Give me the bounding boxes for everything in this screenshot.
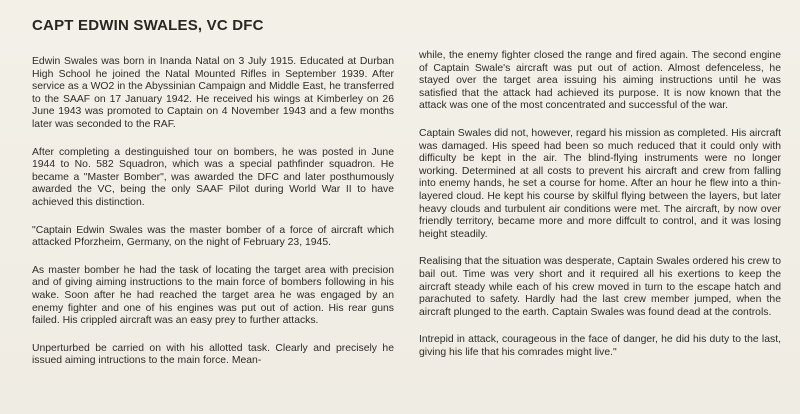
column-gutter	[397, 52, 398, 402]
left-column	[32, 56, 394, 383]
paragraph: Edwin Swales was born in Inanda Natal on 3 July 1915. Educated at Durban High School he joined the Natal Mounted Rifles in September 1939. After service as a WO2 in the Abyssinian Campaign and Middle East, he transferred to the SAAF on 17 January 1942. He received his wings at Kimberley on 26 June 1943 was promoted to Captain on 4 November 1943 and a few months later was seconded to the RAF.	[32, 56, 394, 130]
paragraph: Captain Swales did not, however, regard his mission as completed. His aircraft was damaged. His speed had been so much reduced that it could only with difficulty be kept in the air. The blind-flying instruments were no longer working. Determined at all costs to prevent his aircraft and crew from falling into enemy hands, he set a course for home. After an hour he flew into a thin-layered cloud. He kept his course by skilful flying between the layers, but later heavy clouds and turbulent air conditions were met. The aircraft, by now over friendly territory, became more and more diffcult to control, and it was losing height steadily.	[419, 127, 781, 240]
paragraph: Realising that the situation was desperate, Captain Swales ordered his crew to bail out. Time was very short and it required all his exertions to keep the aircraft steady while each of his crew moved in turn to the escape hatch and parachuted to safety. Hardly had the last crew member jumped, when the aircraft plunged to the earth. Captain Swales was found dead at the controls.	[419, 256, 781, 318]
paragraph: As master bomber he had the task of locating the target area with precision and of giving aiming instructions to the main force of bombers following in his wake. Soon after he had reached the target area he was engaged by an enemy fighter and one of his engines was put out of action. His rear guns failed. His crippled aircraft was an easy prey to further attacks.	[32, 264, 394, 327]
page-title: CAPT EDWIN SWALES, VC DFC	[32, 17, 264, 34]
paragraph: "Captain Edwin Swales was the master bomber of a force of aircraft which attacked Pforzheim, Germany, on the night of February 23, 1945.	[32, 224, 394, 249]
paragraph: while, the enemy fighter closed the range and fired again. The second engine of Captain Swale's aircraft was put out of action. Almost defenceless, he stayed over the target area issuing his aiming instructions until he was satisfied that the attack had achieved its purpose. It is now known that the attack was one of the most concentrated and successful of the war.	[419, 50, 781, 112]
paragraph: After completing a destinguished tour on bombers, he was posted in June 1944 to No. 582 Squadron, which was a special pathfinder squadron. He became a "Master Bomber", was awarded the DFC and later posthumously awarded the VC, being the only SAAF Pilot during World War II to have achieved this distinction.	[32, 146, 394, 208]
right-column	[419, 50, 781, 374]
paragraph: Unperturbed be carried on with his allotted task. Clearly and precisely he issued aiming intructions to the main force. Mean-	[32, 342, 394, 367]
paragraph: Intrepid in attack, courageous in the face of danger, he did his duty to the last, giving his life that his comrades might live."	[419, 334, 781, 358]
